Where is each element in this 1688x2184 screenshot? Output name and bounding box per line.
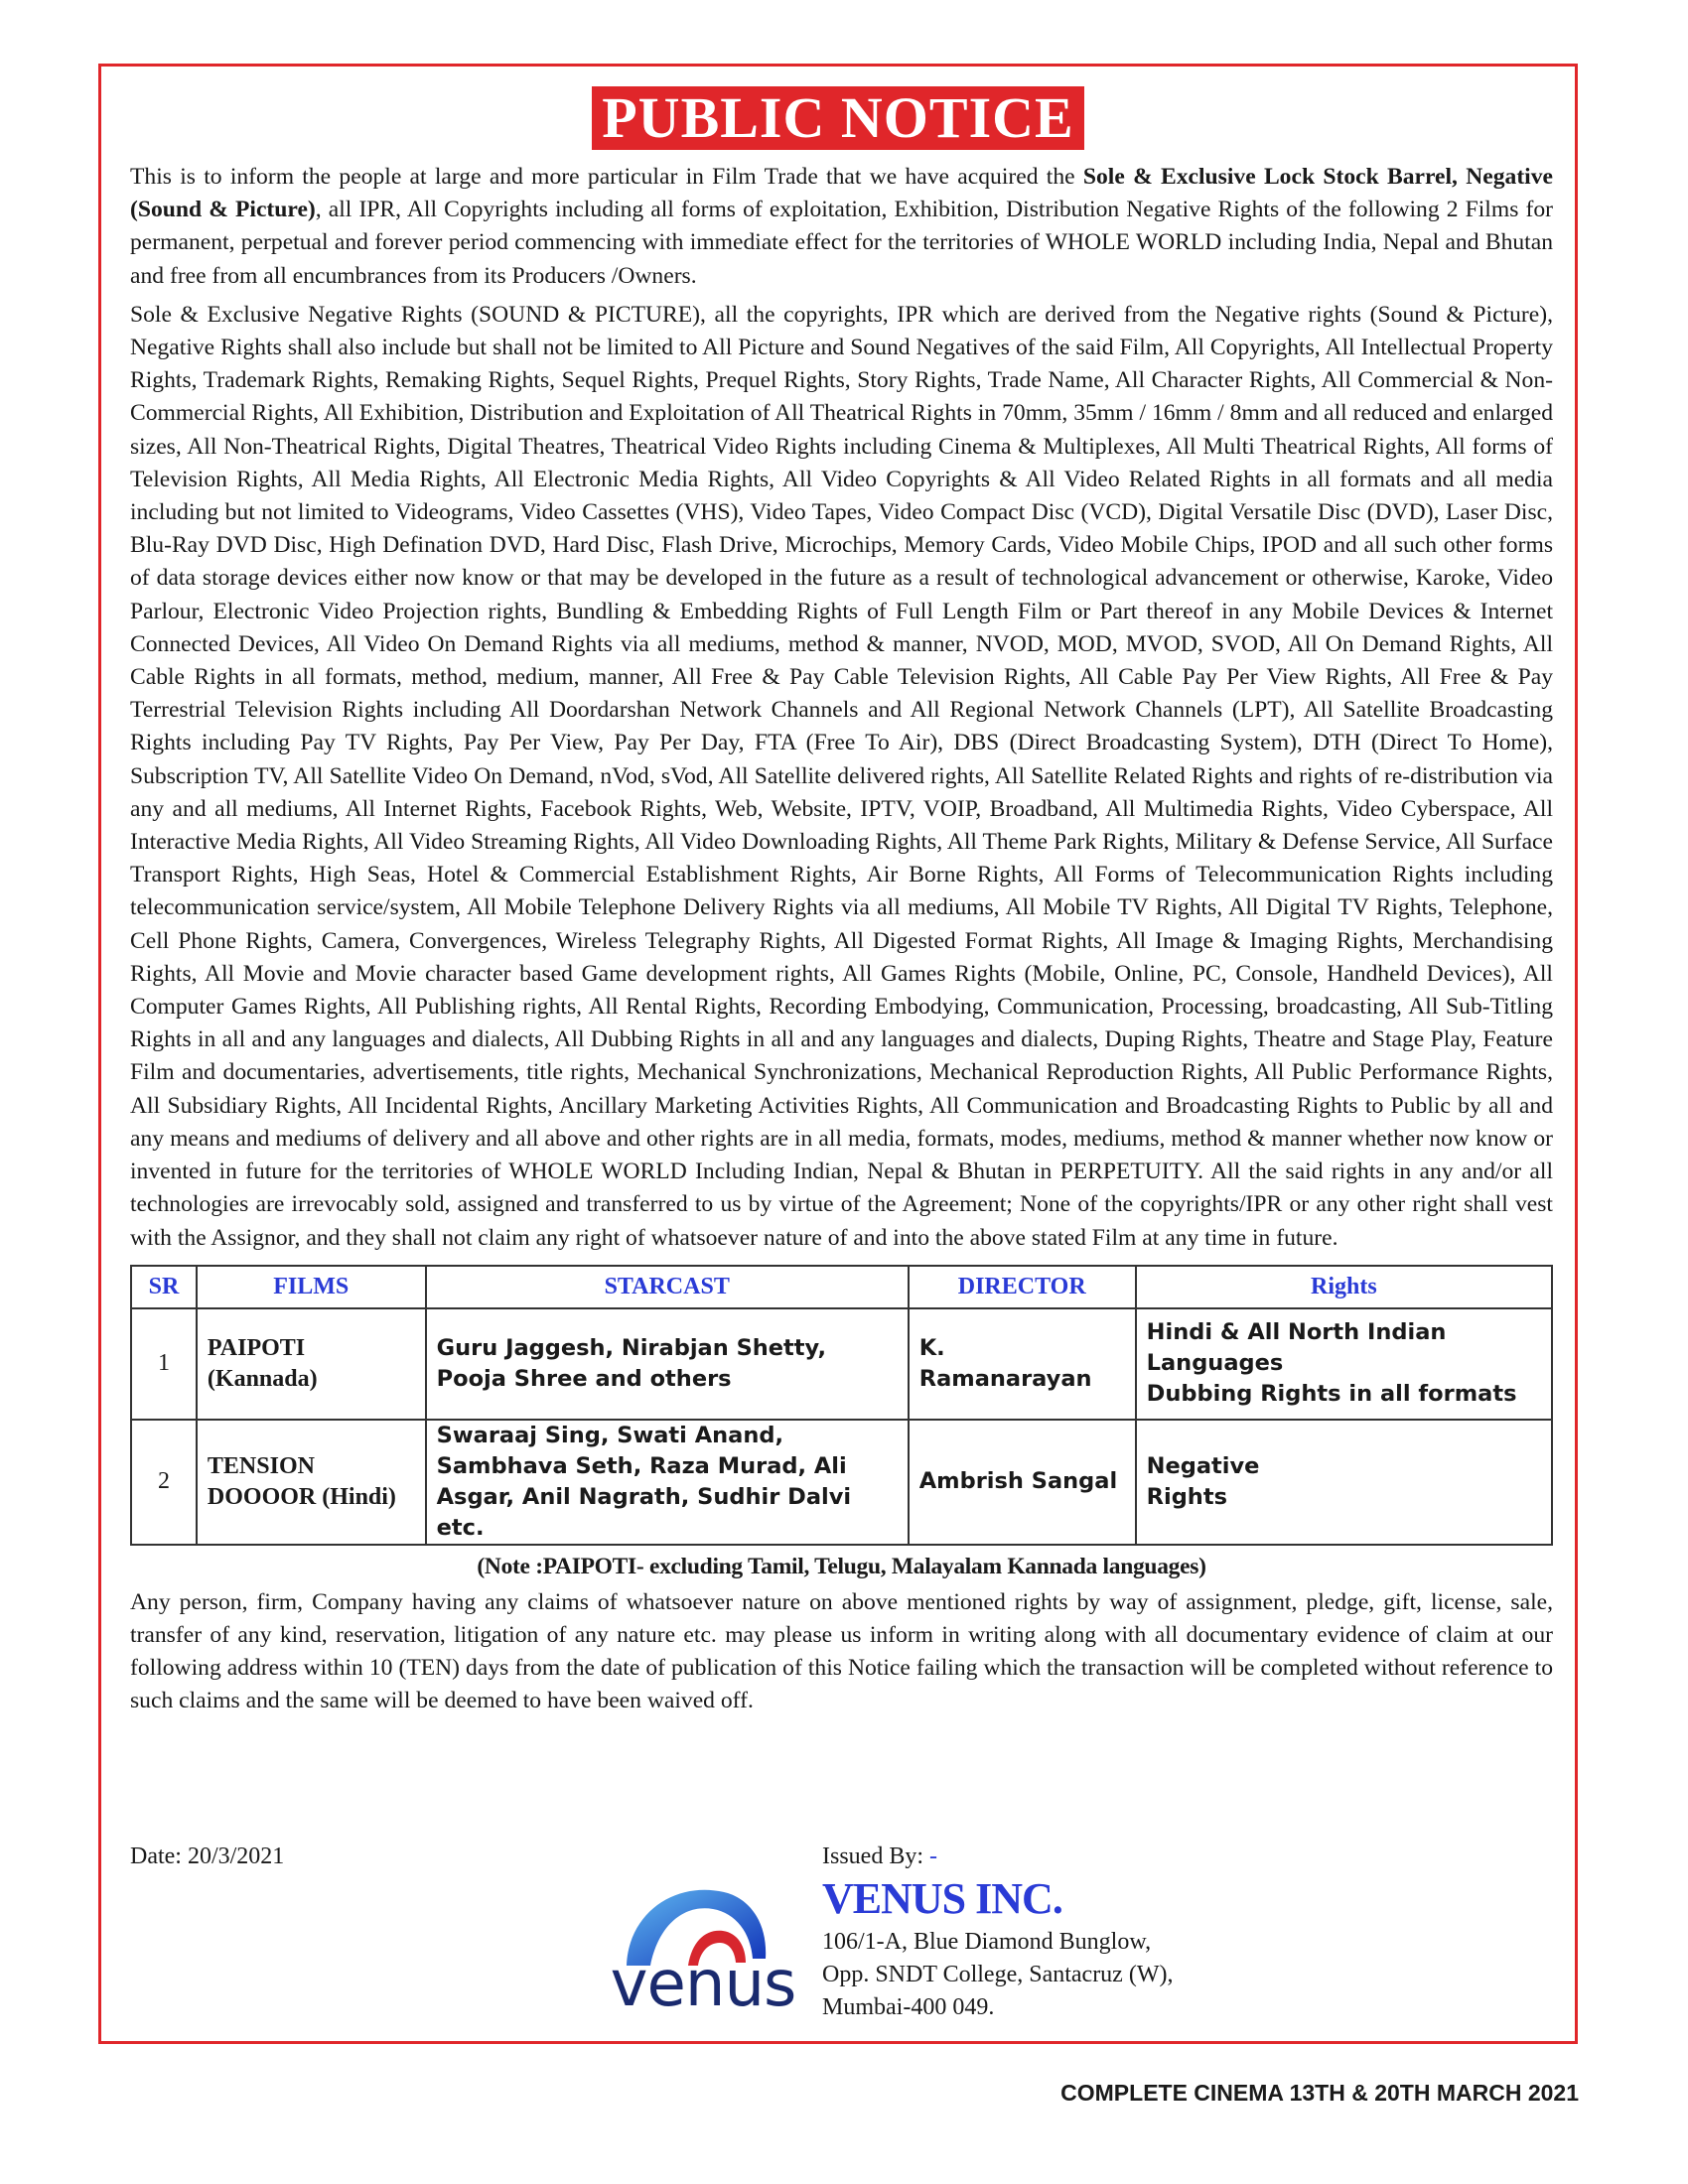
notice-body [130,161,1553,1724]
header-starcast: STARCAST [426,1266,909,1308]
rights-line-2: Rights [1146,1483,1227,1510]
address-line-1: 106/1-A, Blue Diamond Bunglow, [822,1929,1152,1955]
cell-director: Ambrish Sangal [909,1420,1136,1545]
rights-line-1: Negative [1146,1452,1260,1479]
header-rights: Rights [1136,1266,1552,1308]
cell-film [197,1308,426,1420]
table-header-row [131,1266,1552,1308]
cell-sr: 2 [131,1420,197,1545]
cell-director: K. Ramanarayan [909,1308,1136,1420]
cell-starcast: Guru Jaggesh, Nirabjan Shetty, Pooja Shree and others [426,1308,909,1420]
cell-film [197,1420,426,1545]
title-wrap [101,86,1575,150]
issued-by [822,1843,937,1870]
cell-sr: 1 [131,1308,197,1420]
signature-block [130,1843,1553,2042]
company-name: VENUS INC. [822,1874,1062,1923]
notice-title: PUBLIC NOTICE [592,86,1083,150]
table-row [131,1308,1552,1420]
issued-dash: - [929,1843,937,1869]
rights-line-2: Dubbing Rights in all formats [1146,1381,1517,1408]
publication-footer: COMPLETE CINEMA 13TH & 20TH MARCH 2021 [1060,2080,1579,2106]
header-sr: SR [131,1266,197,1308]
header-director: DIRECTOR [909,1266,1136,1308]
rights-line-1: Hindi & All North Indian Languages [1146,1319,1447,1377]
film-title: PAIPOTI [207,1334,306,1361]
cell-starcast: Swaraaj Sing, Swati Anand, Sambhava Seth, Raza Murad, Ali Asgar, Anil Nagrath, Sudhir Dalvi etc. [426,1420,909,1545]
table-note: (Note :PAIPOTI- excluding Tamil, Telugu, Malayalam Kannada languages) [477,1553,1206,1579]
cell-rights [1136,1420,1552,1545]
intro-text-1: This is to inform the people at large and more particular in Film Trade that we have acquired the [130,164,1083,190]
film-language: (Kannada) [207,1365,318,1392]
film-language: DOOOOR (Hindi) [207,1483,396,1510]
film-title: TENSION [207,1452,315,1479]
issued-by-label: Issued By: [822,1843,923,1869]
company-address [822,1926,1173,2024]
logo-wordmark: venus [610,1948,796,2021]
rights-paragraph: Sole & Exclusive Negative Rights (SOUND & PICTURE), all the copyrights, IPR which are derived from the Negative rights (Sound & Picture), Negative Rights shall also include but shall not be limited to All Picture and Sound Negatives of the said Film, All Copyrights, All Intellectual Property Rights, Trademark Rights, Remaking Rights, Sequel Rights, Prequel Rights, Story Rights, Trade Name, All Character Rights, All Commercial & Non-Commercial Rights, All Exhibition, Distribution and Exploitation of All Theatrical Rights in 70mm, 35mm / 16mm / 8mm and all reduced and enlarged sizes, All Non-Theatrical Rights, Digital Theatres, Theatrical Video Rights including Cinema & Multiplexes, All Multi Theatrical Rights, All forms of Television Rights, All Media Rights, All Electronic Media Rights, All Video Copyrights & All Video Related Rights in all formats and all media including but not limited to Videograms, Video Cassettes (VHS), Video Tapes, Video Compact Disc (VCD), Digital Versatile Disc (DVD), Laser Disc, Blu-Ray DVD Disc, High Defination DVD, Hard Disc, Flash Drive, Microchips, Memory Cards, Video Mobile Chips, IPOD and all such other forms of data storage devices either now know or that may be developed in the future as a result of technological advancement or otherwise, Karoke, Video Parlour, Electronic Video Projection rights, Bundling & Embedding Rights of Full Length Film or Part thereof in any Mobile Devices & Internet Connected Devices, All Video On Demand Rights via all mediums, method & manner, NVOD, MOD, MVOD, SVOD, All On Demand Rights, All Cable Rights in all formats, method, medium, manner, All Free & Pay Cable Television Rights, All Cable Pay Per View Rights, All Free & Pay Terrestrial Television Rights including All Doordarshan Network Channels and All Regional Network Channels (LPT), All Satellite Broadcasting Rights including Pay TV Rights, Pay Per View, Pay Per Day, FTA (Free To Air), DBS (Direct Broadcasting System), DTH (Direct To Home), Subscription TV, All Satellite Video On Demand, nVod, sVod, All Satellite delivered rights, All Satellite Related Rights and rights of re-distribution via any and all mediums, All Internet Rights, Facebook Rights, Web, Website, IPTV, VOIP, Broadband, All Multimedia Rights, Video Cyberspace, All Interactive Media Rights, All Video Streaming Rights, All Video Downloading Rights, All Theme Park Rights, Military & Defense Service, All Surface Transport Rights, High Seas, Hotel & Commercial Establishment Rights, Air Borne Rights, All Forms of Telecommunication Rights including telecommunication service/system, All Mobile Telephone Delivery Rights via all mediums, All Mobile TV Rights, All Digital TV Rights, Telephone, Cell Phone Rights, Camera, Convergences, Wireless Telegraphy Rights, All Digested Format Rights, All Image & Imaging Rights, Merchandising Rights, All Movie and Movie character based Game development rights, All Games Rights (Mobile, Online, PC, Console, Handheld Devices), All Computer Games Rights, All Publishing rights, All Rental Rights, Recording Embodying, Communication, Processing, broadcasting, All Sub-Titling Rights in all and any languages and dialects, All Dubbing Rights in all and any languages and dialects, Duping Rights, Theatre and Stage Play, Feature Film and documentaries, advertisements, title rights, Mechanical Synchronizations, Mechanical Reproduction Rights, All Public Performance Rights, All Subsidiary Rights, All Incidental Rights, Ancillary Marketing Activities Rights, All Communication and Broadcasting Rights to Public by all and any means and mediums of delivery and all above and other rights are in all media, formats, modes, mediums, method & manner whether now know or invented in future for the territories of WHOLE WORLD Including Indian, Nepal & Bhutan in PERPETUITY. All the said rights in any and/or all technologies are irrevocably sold, assigned and transferred to us by virtue of the Agreement; None of the copyrights/IPR or any other right shall vest with the Assignor, and they shall not claim any right of whatsoever nature of and into the above stated Film at any time in future. [130,301,1553,1251]
notice-date: Date: 20/3/2021 [130,1843,285,1869]
table-row [131,1420,1552,1545]
intro-text-2: , all IPR, All Copyrights including all forms of exploitation, Exhibition, Distribution Negative Rights of the following 2 Films for permanent, perpetual and forever period commencing with immediate effect for the territories of WHOLE WORLD including India, Nepal and Bhutan and free from all encumbrances from its Producers /Owners. [130,197,1553,289]
venus-logo [589,1871,817,2020]
films-table [130,1265,1553,1546]
header-films: FILMS [197,1266,426,1308]
intro-paragraph [130,161,1553,293]
claims-paragraph: Any person, firm, Company having any claims of whatsoever nature on above mentioned rights by way of assignment, pledge, gift, license, sale, transfer of any kind, reservation, litigation of any nature etc. may please us inform in writing along with all documentary evidence of claim at our following address within 10 (TEN) days from the date of publication of this Notice failing which the transaction will be completed without reference to such claims and the same will be deemed to have been waived off. [130,1588,1553,1714]
notice-frame [98,64,1578,2044]
intro-bold-text: Sole & Exclusive Lock Stock Barrel, Negative (Sound & Picture) [130,164,1553,223]
address-line-2: Opp. SNDT College, Santacruz (W), [822,1962,1174,1987]
address-line-3: Mumbai-400 049. [822,1994,995,2020]
cell-rights [1136,1308,1552,1420]
